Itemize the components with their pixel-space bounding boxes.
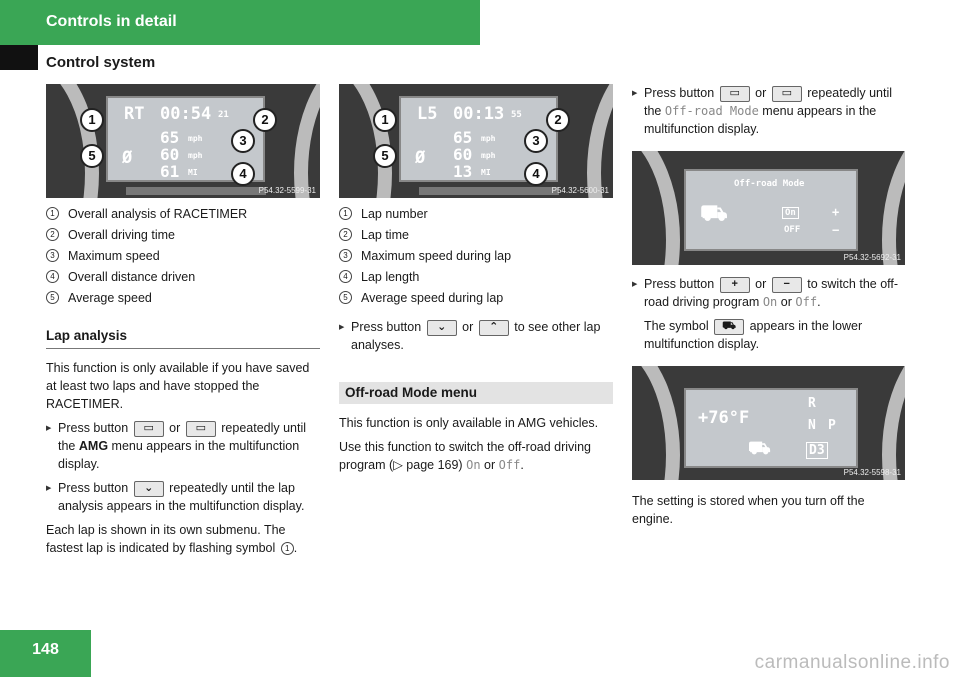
lcd-speed-max: 65 [160,128,180,147]
instruction-bullet: ▶ Press button ▭ or ▭ repeatedly until the Off-road Mode menu appears in the multifunction display. [632,84,906,138]
legend-item: 1 Lap number [339,203,613,224]
lcd-avg-symbol: Ø [122,148,133,168]
legend-item: 5 Average speed [46,287,320,308]
plus-icon: + [832,205,840,219]
callout-3: 3 [524,129,548,153]
lcd-unit-3: MI [188,168,198,177]
display-button-icon: ▭ [186,421,216,437]
lower-lcd [684,388,858,468]
lcd-unit-2: mph [481,151,496,160]
photo-code: P54.32-5598-31 [843,468,901,477]
racetimer-display-photo [46,84,320,198]
instruction-bullet: ▶ Press button + or − to switch the off-road driving program On or Off. [632,275,906,311]
lcd-avg-symbol: Ø [415,148,426,168]
lcd-unit-3: MI [481,168,491,177]
instruction-bullet: ▶ Press button ▭ or ▭ repeatedly until the AMG menu appears in the multifunction display. [46,419,320,473]
legend-item: 2 Lap time [339,224,613,245]
lcd-small-number: 21 [218,110,229,120]
symbol-note: The symbol ⛟ appears in the lower multifunction display. [644,319,863,351]
callout-5: 5 [373,144,397,168]
section-title: Control system [46,54,156,71]
lcd-time: 00:13 [453,104,505,124]
page-number: 148 [0,630,91,677]
setting-stored-note: The setting is stored when you turn off the engine. [632,494,865,526]
column-right-lower [632,275,906,359]
lower-display-photo [632,366,905,480]
column-right-footer [632,492,906,534]
callout-2: 2 [546,108,570,132]
photo-code: P54.32-5692-31 [843,253,901,262]
column-right [632,84,906,144]
lcd-speed-max: 65 [453,128,473,147]
lcd-mode: L5 [417,104,438,124]
instruction-bullet: ▶ Press button ⌄ or ⌃ to see other lap analyses. [339,318,613,354]
offroad-car-icon: ⛟ [700,201,728,226]
lcd-speed-avg: 60 [453,145,473,164]
lap-note: Each lap is shown in its own submenu. The fastest lap is indicated by flashing symbol 1 . [46,523,298,555]
callout-1: 1 [80,108,104,132]
legend-item: 3 Maximum speed during lap [339,245,613,266]
photo-code: P54.32-5599-31 [258,186,316,195]
lcd-small-number: 55 [511,110,522,120]
legend-item: 4 Lap length [339,266,613,287]
offroad-menu-photo [632,151,905,265]
lcd-speed-avg: 60 [160,145,180,164]
offroad-off: OFF [784,225,801,235]
callout-3: 3 [231,129,255,153]
callout-4: 4 [231,162,255,186]
instruction-bullet: ▶ Press button ⌄ repeatedly until the lap analysis appears in the multifunction display. [46,479,320,515]
chapter-title: Controls in detail [46,13,177,30]
legend-item: 1 Overall analysis of RACETIMER [46,203,320,224]
lcd-unit-1: mph [481,134,496,143]
offroad-lcd-title: Off-road Mode [734,179,805,189]
chevron-up-button-icon: ⌃ [479,320,509,336]
callout-1: 1 [373,108,397,132]
lcd-unit-2: mph [188,151,203,160]
legend-list [339,203,613,308]
display-button-icon: ▭ [772,86,802,102]
legend-item: 2 Overall driving time [46,224,320,245]
display-button-icon: ▭ [134,421,164,437]
section-tab [0,45,38,70]
photo-code: P54.32-5600-31 [551,186,609,195]
gear-d3: D3 [806,442,828,459]
chevron-down-button-icon: ⌄ [427,320,457,336]
offroad-lcd [684,169,858,251]
column-middle [339,203,613,480]
callout-4: 4 [524,162,548,186]
outside-temp: +76°F [698,408,750,428]
minus-button-icon: − [772,277,802,293]
offroad-on: On [782,207,799,219]
chevron-down-button-icon: ⌄ [134,481,164,497]
offroad-vehicle-icon: ⛟ [714,319,744,335]
watermark: carmanualsonline.info [754,652,950,673]
display-button-icon: ▭ [720,86,750,102]
legend-item: 3 Maximum speed [46,245,320,266]
offroad-availability: This function is only available in AMG vehicles. [339,416,599,430]
lcd-unit-1: mph [188,134,203,143]
lcd-distance: 61 [160,162,180,181]
minus-icon: − [832,223,840,237]
legend-item: 4 Overall distance driven [46,266,320,287]
lcd-distance: 13 [453,162,473,181]
gear-r: R [808,396,816,411]
offroad-description: Use this function to switch the off-road driving program (▷ page 169) On or Off. [339,440,591,472]
offroad-menu-heading: Off-road Mode menu [339,382,613,404]
legend-item: 5 Average speed during lap [339,287,613,308]
gear-p: P [828,418,836,433]
lap-analysis-intro: This function is only available if you have saved at least two laps and have stopped the RACETIMER. [46,361,310,411]
callout-5: 5 [80,144,104,168]
lap-display-photo [339,84,613,198]
legend-list [46,203,320,308]
column-left [46,203,320,563]
offroad-car-icon: ⛟ [748,438,771,459]
lcd-time: 00:54 [160,104,212,124]
callout-2: 2 [253,108,277,132]
lap-analysis-heading: Lap analysis [46,327,320,349]
plus-button-icon: + [720,277,750,293]
gear-n: N [808,418,816,433]
lcd-mode: RT [124,104,145,124]
